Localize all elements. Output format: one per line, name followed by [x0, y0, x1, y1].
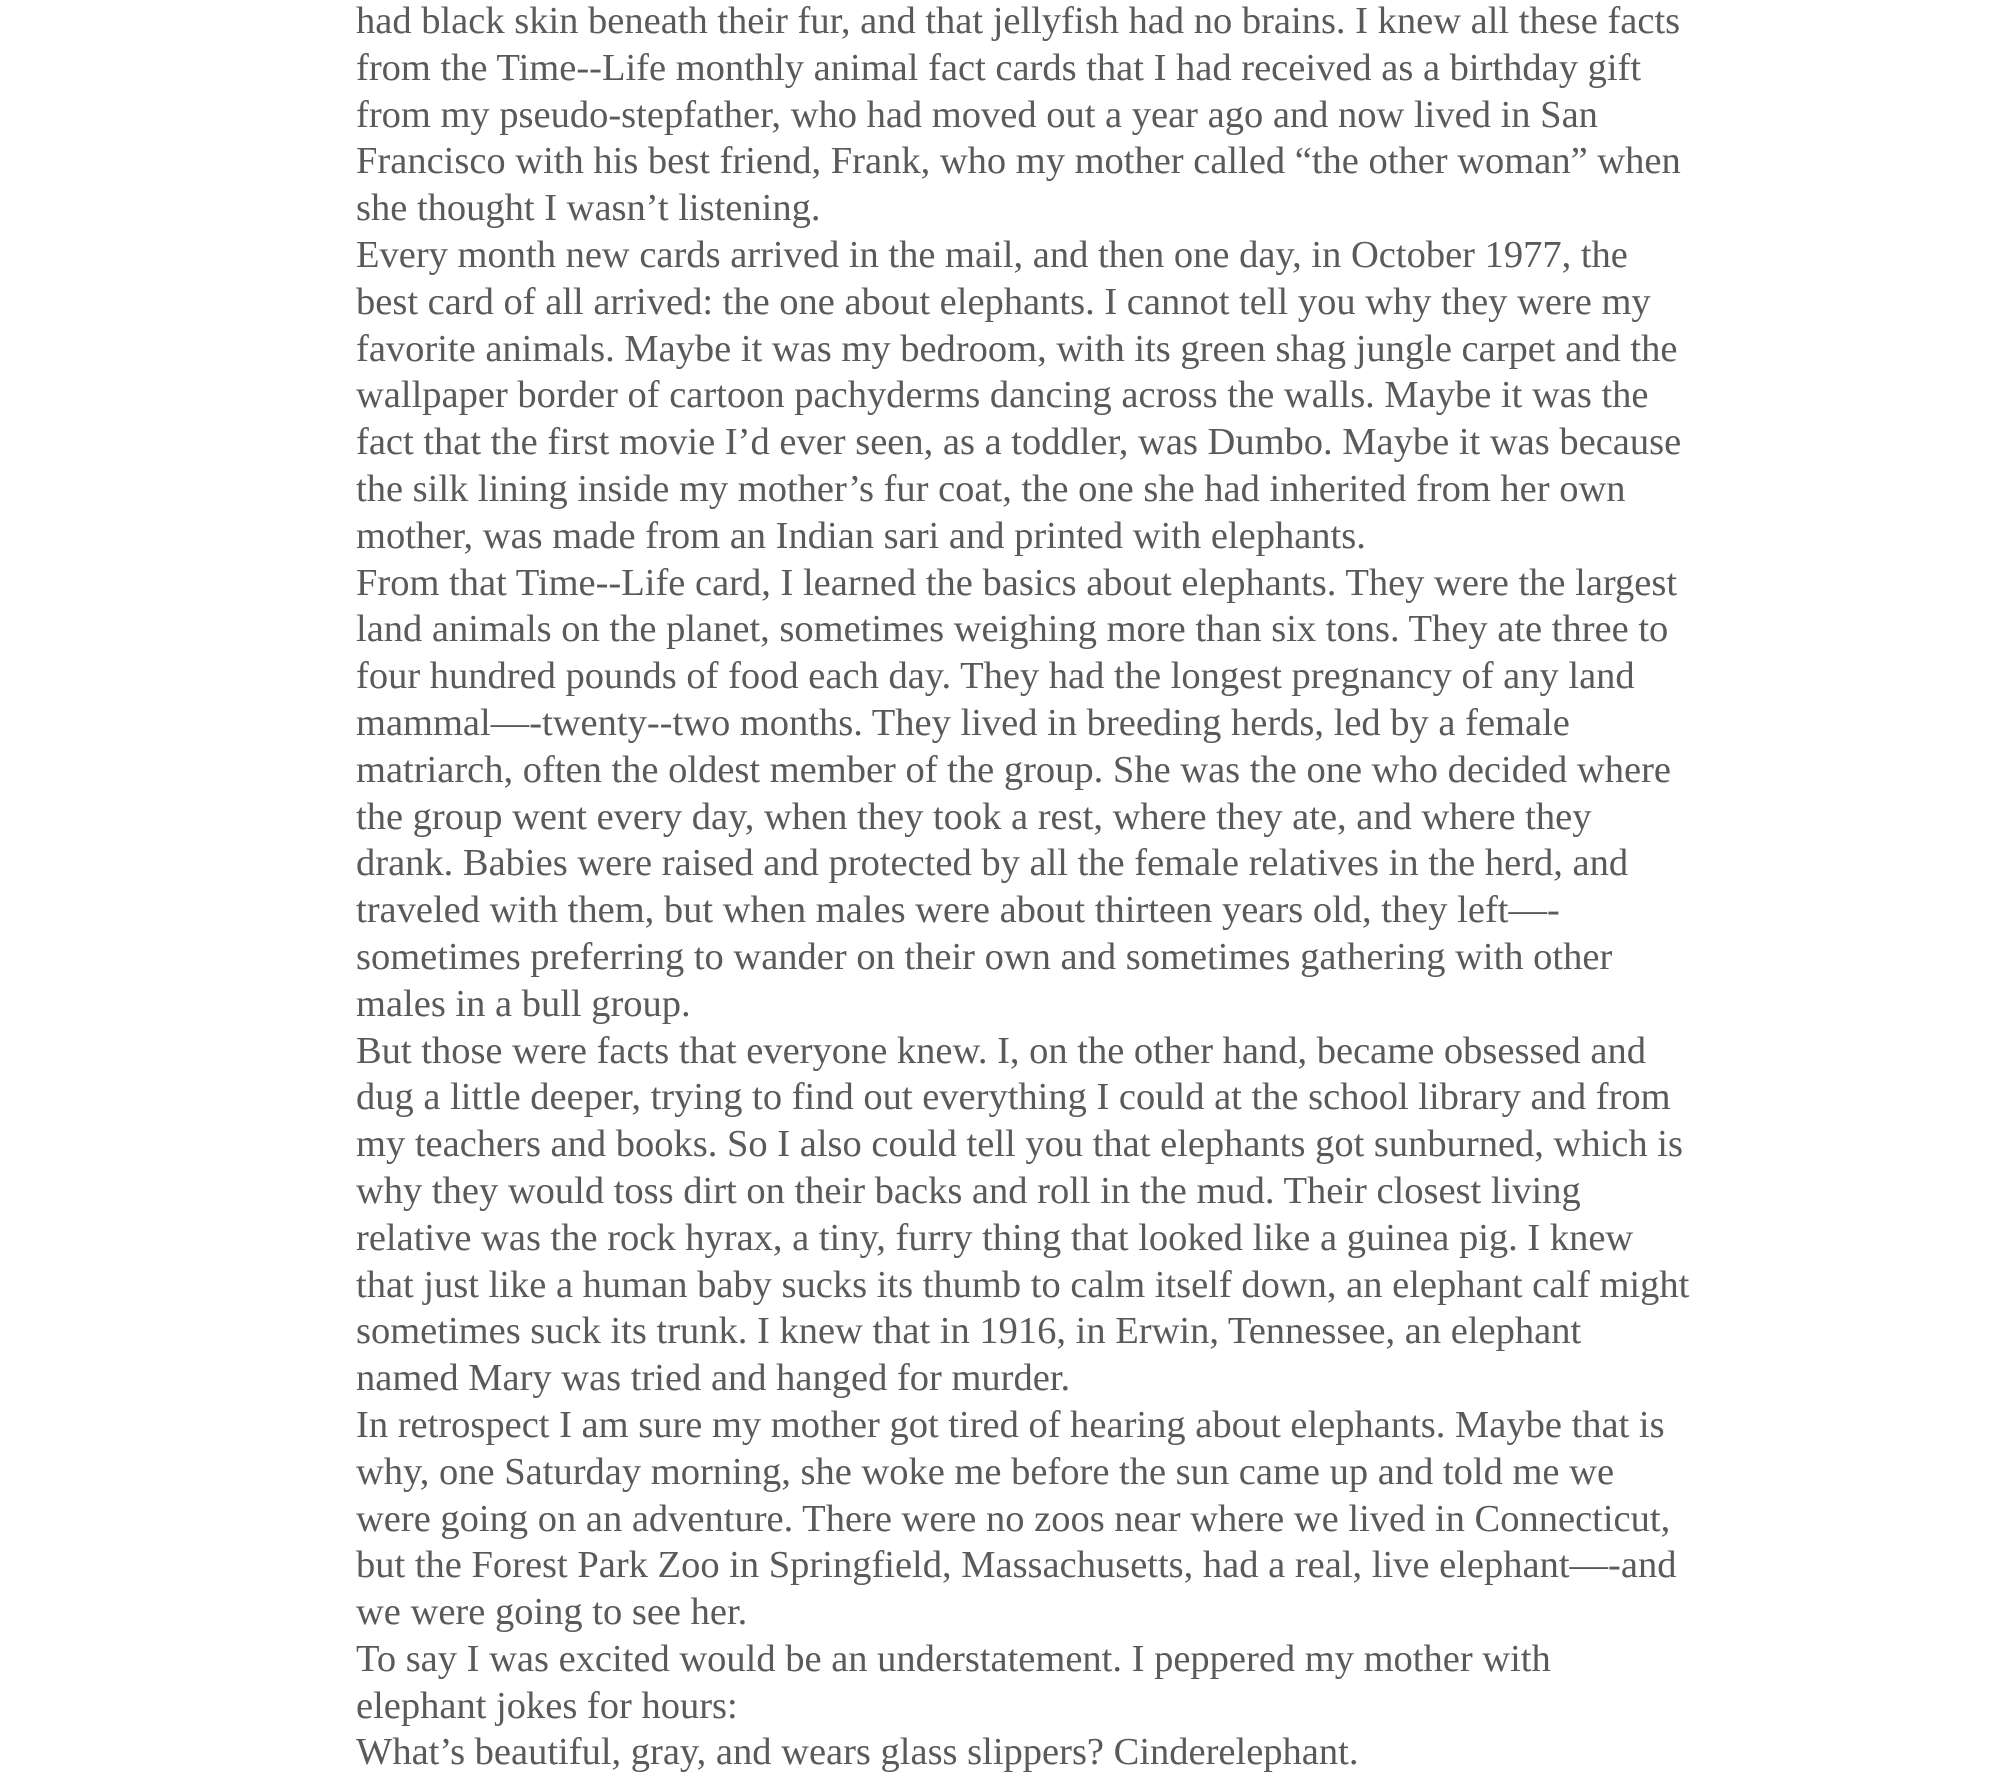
text-line: sometimes preferring to wander on their own and sometimes gathering with other [356, 935, 1613, 978]
text-line: elephant jokes for hours: [356, 1684, 738, 1727]
text-line: favorite animals. Maybe it was my bedroom, with its green shag jungle carpet and the [356, 327, 1678, 370]
text-line: In retrospect I am sure my mother got tired of hearing about elephants. Maybe that is [356, 1403, 1665, 1446]
text-line: traveled with them, but when males were about thirteen years old, they left—- [356, 889, 1560, 932]
text-line: best card of all arrived: the one about elephants. I cannot tell you why they were my [356, 280, 1651, 323]
text-line: four hundred pounds of food each day. They had the longest pregnancy of any land [356, 655, 1635, 698]
text-line: To say I was excited would be an understatement. I peppered my mother with [356, 1637, 1551, 1680]
text-line: mother, was made from an Indian sari and printed with elephants. [356, 514, 1366, 557]
text-line: that just like a human baby sucks its thumb to calm itself down, an elephant calf might [356, 1263, 1690, 1306]
text-line: named Mary was tried and hanged for murder. [356, 1357, 1071, 1400]
text-line: she thought I wasn’t listening. [356, 187, 821, 230]
body-text [356, 0, 1690, 1776]
text-line: But those were facts that everyone knew. I, on the other hand, became obsessed and [356, 1029, 1647, 1072]
text-line: males in a bull group. [356, 982, 691, 1025]
text-line: From that Time--Life card, I learned the basics about elephants. They were the largest [356, 561, 1678, 604]
text-line: What’s beautiful, gray, and wears glass slippers? Cinderelephant. [356, 1731, 1359, 1774]
text-line: drank. Babies were raised and protected by all the female relatives in the herd, and [356, 842, 1629, 885]
text-line: had black skin beneath their fur, and that jellyfish had no brains. I knew all these facts [356, 0, 1681, 42]
text-line: mammal—-twenty--two months. They lived in breeding herds, led by a female [356, 701, 1570, 744]
text-line: why, one Saturday morning, she woke me before the sun came up and told me we [356, 1450, 1615, 1493]
text-line: from the Time--Life monthly animal fact cards that I had received as a birthday gift [356, 46, 1642, 89]
text-line: Francisco with his best friend, Frank, who my mother called “the other woman” when [356, 140, 1681, 183]
text-line: dug a little deeper, trying to find out everything I could at the school library and from [356, 1076, 1671, 1119]
text-line: matriarch, often the oldest member of the group. She was the one who decided where [356, 748, 1671, 791]
text-line: from my pseudo-stepfather, who had moved out a year ago and now lived in San [356, 93, 1598, 136]
text-line: the silk lining inside my mother’s fur coat, the one she had inherited from her own [356, 467, 1626, 510]
text-line: the group went every day, when they took a rest, where they ate, and where they [356, 795, 1592, 838]
text-line: fact that the first movie I’d ever seen, as a toddler, was Dumbo. Maybe it was because [356, 421, 1682, 464]
text-line: but the Forest Park Zoo in Springfield, Massachusetts, had a real, live elephant—-and [356, 1544, 1677, 1587]
text-line: Every month new cards arrived in the mail, and then one day, in October 1977, the [356, 233, 1628, 276]
text-line: relative was the rock hyrax, a tiny, furry thing that looked like a guinea pig. I knew [356, 1216, 1634, 1259]
text-line: why they would toss dirt on their backs and roll in the mud. Their closest living [356, 1169, 1581, 1212]
text-line: sometimes suck its trunk. I knew that in 1916, in Erwin, Tennessee, an elephant [356, 1310, 1582, 1353]
text-line: my teachers and books. So I also could tell you that elephants got sunburned, which is [356, 1123, 1683, 1166]
text-line: we were going to see her. [356, 1591, 748, 1634]
text-line: were going on an adventure. There were no zoos near where we lived in Connecticut, [356, 1497, 1671, 1540]
text-line: land animals on the planet, sometimes weighing more than six tons. They ate three to [356, 608, 1669, 651]
text-line: wallpaper border of cartoon pachyderms dancing across the walls. Maybe it was the [356, 374, 1649, 417]
